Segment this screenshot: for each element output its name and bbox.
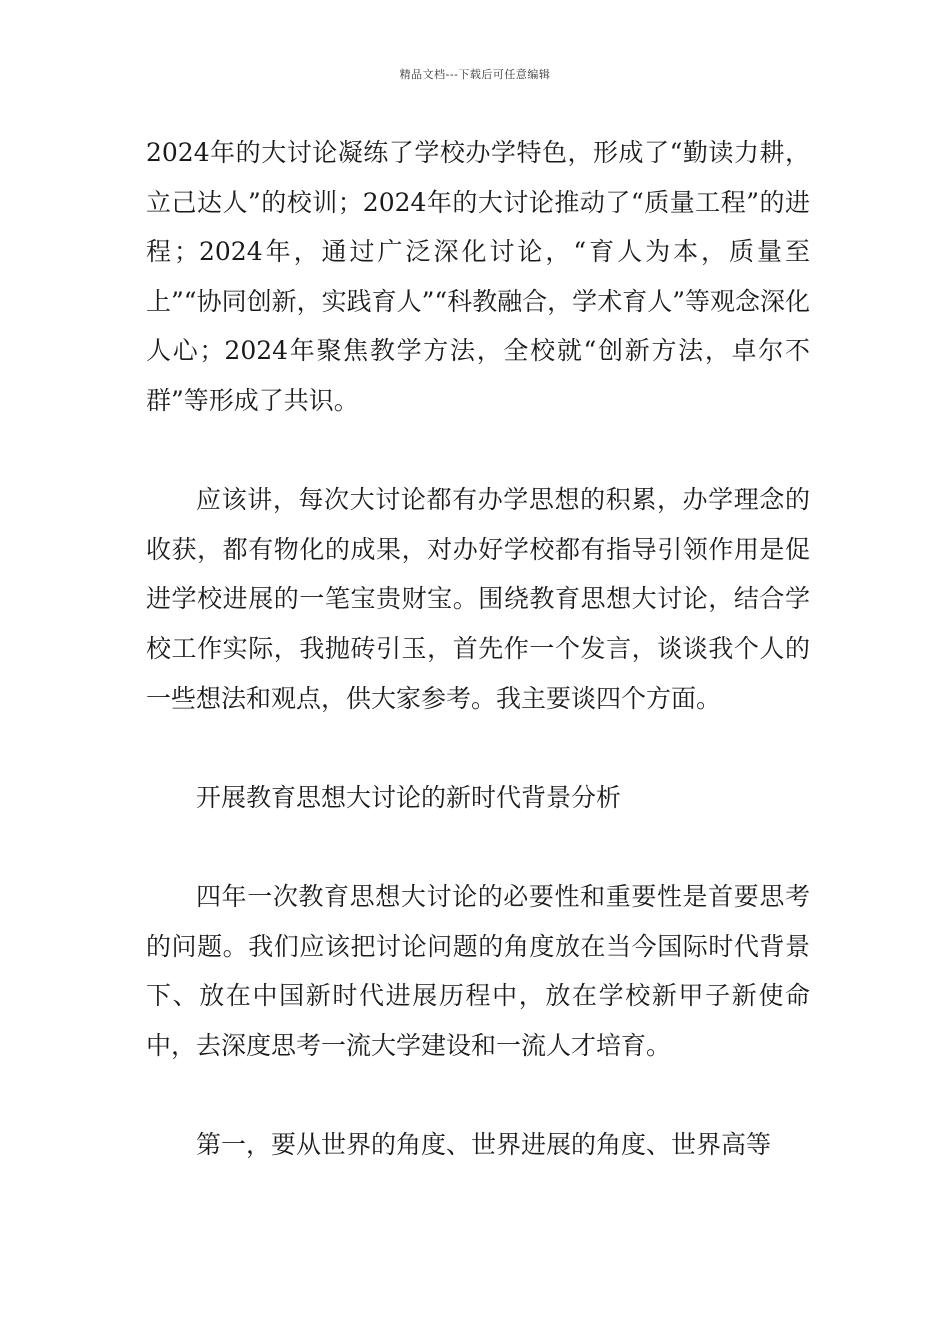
paragraph-1: 2024年的大讨论凝练了学校办学特色，形成了“勤读力耕，立己达人”的校训；2024年的大讨论推动了“质量工程”的进程；2024年，通过广泛深化讨论，“育人为本，质量至上”“协同创新，实践育人”“科教融合，学术育人”等观念深化人心；2024年聚焦教学方法，全校就“创新方法，卓尔不群”等形成了共识。 (146, 138, 810, 415)
document-body (146, 128, 810, 1169)
paragraph-gap (146, 1070, 810, 1120)
paragraph-gap (146, 426, 810, 476)
paragraph-gap (146, 723, 810, 773)
section-heading: 开展教育思想大讨论的新时代背景分析 (196, 782, 622, 812)
paragraph-2: 应该讲，每次大讨论都有办学思想的积累，办学理念的收获，都有物化的成果，对办好学校都有指导引领作用是促进学校进展的一笔宝贵财宝。围绕教育思想大讨论，结合学校工作实际，我抛砖引玉，首先作一个发言，谈谈我个人的一些想法和观点，供大家参考。我主要谈四个方面。 (146, 485, 810, 713)
paragraph-gap (146, 822, 810, 872)
page-header: 精品文档---下载后可任意编辑 (399, 68, 551, 81)
paragraph-3: 四年一次教育思想大讨论的必要性和重要性是首要思考的问题。我们应该把讨论问题的角度放在当今国际时代背景下、放在中国新时代进展历程中，放在学校新甲子新使命中，去深度思考一流大学建设和一流人才培育。 (146, 881, 810, 1060)
paragraph-4: 第一，要从世界的角度、世界进展的角度、世界高等 (196, 1129, 772, 1159)
